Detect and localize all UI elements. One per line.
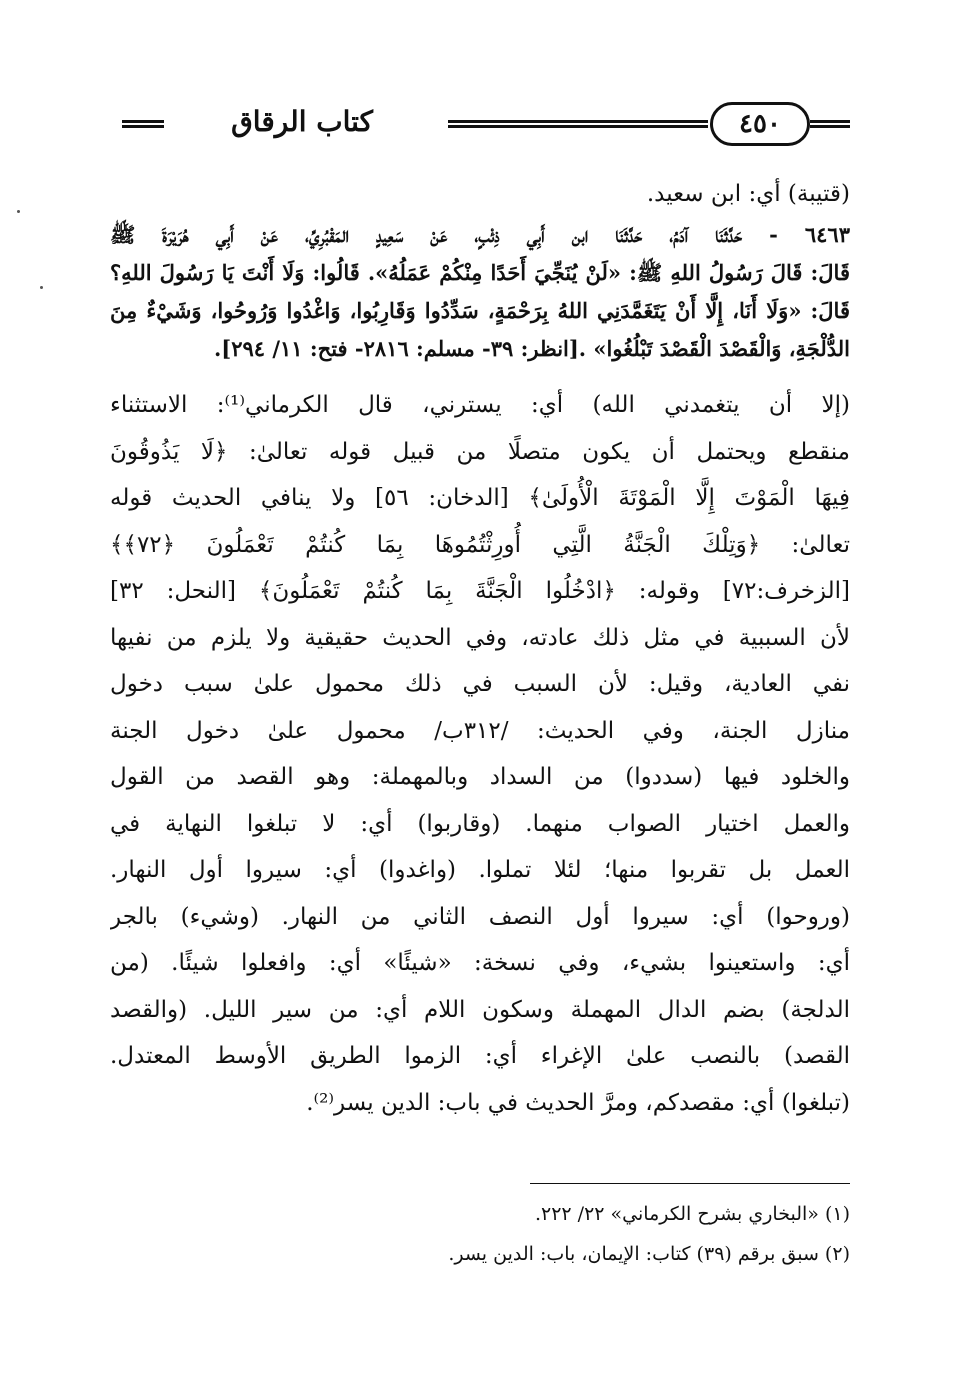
hadith-line: قَالَ: قَالَ رَسُولُ اللهِ ﷺ: «لَنْ يُنَجِّيَ أَحَدًا مِنْكُمْ عَمَلُهُ». قَالُوا: وَلَا أَنْتَ يَا رَسُولَ اللهِ؟ bbox=[110, 260, 850, 285]
commentary-line: تعالىٰ: ﴿وَتِلْكَ الْجَنَّةُ الَّتِي أُورِثْتُمُوهَا بِمَا كُنتُمْ تَعْمَلُونَ ﴿٧٢﴾﴾ bbox=[110, 531, 850, 558]
hadith-block bbox=[110, 216, 850, 368]
footnote: (٢) سبق برقم (٣٩) كتاب: الإيمان، باب: الدين يسر. bbox=[448, 1243, 850, 1265]
commentary-line: (إلا أن يتغمدني الله) أي: يسترني، قال الكرماني⁽¹⁾: الاستثناء bbox=[110, 392, 850, 418]
commentary-line: والخلود فيها (سددوا) من السداد وبالمهملة: وهو القصد من القول bbox=[110, 764, 850, 790]
footnote: (١) «البخاري بشرح الكرماني» ٢٢/ ٢٢٢. bbox=[534, 1203, 850, 1225]
intro-line: (قتيبة) أي: ابن سعيد. bbox=[646, 181, 850, 207]
commentary-line: [الزخرف:٧٢] وقوله: ﴿ادْخُلُوا الْجَنَّةَ بِمَا كُنتُمْ تَعْمَلُونَ﴾ [النحل: ٣٢] bbox=[110, 578, 850, 604]
commentary-line: نفي العادية، وقيل: لأن السبب في ذلك محمول علىٰ سبب دخول bbox=[110, 671, 850, 697]
footnote-divider bbox=[530, 1183, 850, 1184]
hadith-line: قَالَ: «وَلَا أَنَا، إِلَّا أَنْ يَتَغَمَّدَنِي اللهُ بِرَحْمَةٍ، سَدِّدُوا وَقَارِبُوا، وَاغْدُوا وَرُوحُوا، وَشَيْءٌ مِنَ bbox=[110, 298, 850, 323]
book-title: كتاب الرقاق bbox=[231, 105, 373, 138]
commentary-line: منقطع ويحتمل أن يكون متصلًا من قبيل قوله تعالىٰ: ﴿لَا يَذُوقُونَ bbox=[110, 438, 850, 465]
commentary-block bbox=[110, 382, 850, 1126]
commentary-line: (تبلغوا) أي: مقصدكم، ومرَّ الحديث في باب: الدين يسر⁽²⁾. bbox=[306, 1089, 850, 1116]
commentary-line: الدلجة) بضم الدال المهملة وسكون اللام أي: من سير الليل. (والقصد bbox=[110, 996, 850, 1023]
main-text bbox=[110, 172, 850, 1126]
header-rule-right bbox=[810, 120, 850, 128]
page-header bbox=[110, 96, 850, 152]
commentary-line: القصد) بالنصب علىٰ الإغراء أي: الزموا الطريق الأوسط المعتدل. bbox=[110, 1043, 850, 1069]
commentary-line: والعمل اختيار الصواب منهما. (وقاربوا) أي: لا تبلغوا النهاية في bbox=[110, 810, 850, 837]
commentary-line: العمل بل تقربوا منها؛ لئلا تملوا. (واغدوا) أي: سيروا أول النهار. bbox=[110, 857, 850, 883]
page-number: ٤٥٠ bbox=[710, 102, 810, 146]
commentary-line: أي: واستعينوا بشيء، وفي نسخة: «شيئًا» أي: وافعلوا شيئًا. (من bbox=[110, 950, 850, 976]
scan-speck bbox=[40, 286, 43, 289]
hadith-line: الدُّلْجَةِ، وَالْقَصْدَ الْقَصْدَ تَبْلُغُوا» .[انظر: ٣٩- مسلم: ٢٨١٦- فتح: ١١/ ٢٩٤]. bbox=[213, 336, 850, 361]
commentary-line: منازل الجنة، وفي الحديث: /٣١٢ب/ محمول علىٰ دخول الجنة bbox=[110, 717, 850, 744]
header-rule-middle bbox=[448, 120, 708, 128]
commentary-line: لأن السببية في مثل ذلك عادته، وفي الحديث حقيقية ولا يلزم من نفيها bbox=[110, 624, 850, 651]
commentary-line: (وروحوا) أي: سيروا أول النصف الثاني من النهار. (وشيء) بالجر bbox=[110, 903, 850, 930]
footnotes bbox=[110, 1194, 850, 1274]
header-rule-left bbox=[122, 120, 164, 128]
scan-speck bbox=[17, 210, 20, 213]
commentary-line: فِيهَا الْمَوْتَ إِلَّا الْمَوْتَةَ الْأُولَىٰ﴾ [الدخان: ٥٦] ولا ينافي الحديث قوله bbox=[110, 485, 850, 511]
hadith-line: ٦٤٦٣ - حَدَّثَنَا آدَمُ، حَدَّثَنَا ابن أَبِي ذِئْبٍ، عَنْ سَعِيدٍ المَقْبُرِيِّ، عَنْ أَبِي هُرَيْرَةَ ﷺ bbox=[110, 222, 850, 247]
